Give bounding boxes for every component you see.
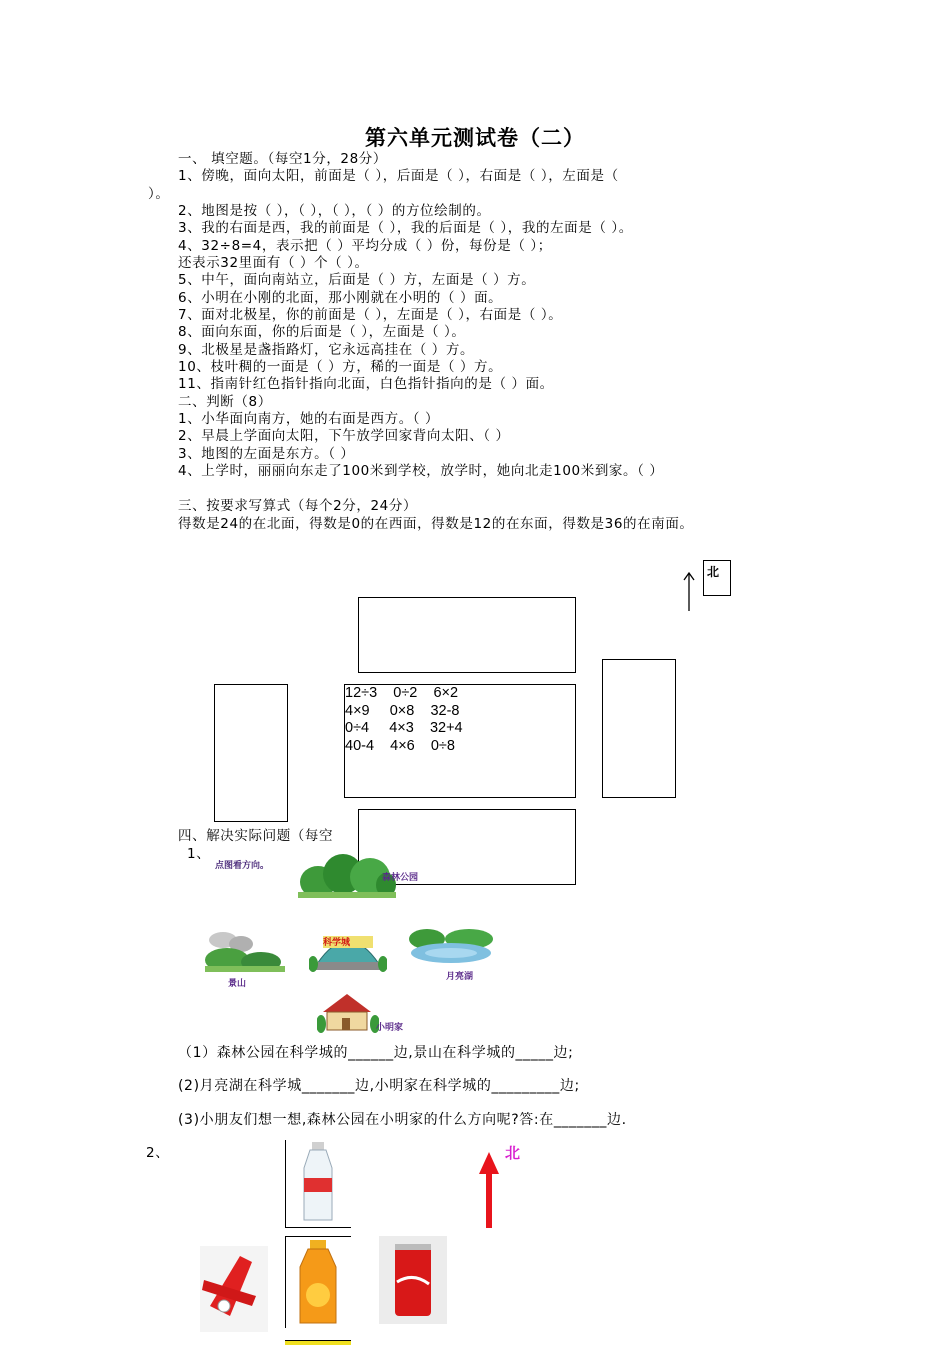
water-bottle-image [286, 1140, 350, 1226]
expr-row-1: 12÷3 0÷2 6×2 [345, 685, 459, 701]
s2-line-4: 4、上学时，丽丽向东走了100米到学校，放学时，她向北走100米到家。（ ） [178, 463, 664, 479]
section1-heading: 一、 填空题。（每空1分，28分） [178, 151, 388, 167]
s1-line-6: 6、小明在小刚的北面，那小刚就在小明的（ ）面。 [178, 290, 503, 306]
east-answer-box[interactable] [602, 659, 676, 798]
section2-heading: 二、判断（8） [178, 394, 272, 410]
s1-line-3: 3、我的右面是西，我的前面是（ ），我的后面是（ ），我的左面是（ ）。 [178, 220, 633, 236]
water-bottle-frame [285, 1140, 351, 1228]
section4-heading: 四、解决实际问题（每空 [178, 828, 334, 844]
moon-lake-label: 月亮湖 [446, 972, 474, 982]
north-answer-box[interactable] [358, 597, 576, 673]
moon-lake-image [407, 925, 495, 965]
s2-line-2: 2、早晨上学面向太阳，下午放学回家背向太阳、（ ） [178, 428, 510, 444]
s2-line-1: 1、小华面向南方，她的右面是西方。（ ） [178, 411, 440, 427]
page-title: 第六单元测试卷（二） [365, 125, 585, 150]
north-label-box: 北 [703, 560, 731, 596]
jing-shan-image [205, 928, 285, 972]
s1-line-1b: ）。 [148, 186, 170, 202]
science-city-label: 科学城 [323, 938, 351, 948]
s1-line-8: 8、面向东面，你的后面是（ ），左面是（ ）。 [178, 324, 466, 340]
west-answer-box[interactable] [214, 684, 288, 822]
map-caption: 点图看方向。 [215, 861, 270, 871]
question-2: (2)月亮湖在科学城_______边,小明家在科学城的_________边; [178, 1078, 580, 1094]
section3-instruction: 得数是24的在北面，得数是0的在西面，得数是12的在东面，得数是36的在南面。 [178, 516, 694, 532]
xiaoming-home-label: 小明家 [376, 1023, 404, 1033]
question-3: (3)小朋友们想一想,森林公园在小明家的什么方向呢?答:在_______边. [178, 1112, 627, 1128]
s1-line-10: 10、枝叶稠的一面是（ ）方，稀的一面是（ ）方。 [178, 359, 503, 375]
expr-row-2: 4×9 0×8 32-8 [345, 702, 460, 719]
s1-line-9: 9、北极星是盏指路灯，它永远高挂在（ ）方。 [178, 342, 475, 358]
north-arrow-icon [682, 570, 696, 612]
xiaoming-home-image [317, 992, 379, 1034]
s2-line-3: 3、地图的左面是东方。（ ） [178, 446, 355, 462]
expr-row-4: 40-4 4×6 0÷8 [345, 737, 455, 754]
problem2-number: 2、 [146, 1145, 170, 1161]
juice-bottle-image [286, 1237, 350, 1327]
red-north-arrow-icon [478, 1150, 500, 1230]
red-north-label: 北 [505, 1144, 521, 1162]
expr-row-3: 0÷4 4×3 32+4 [345, 720, 463, 736]
partial-item-image [285, 1340, 351, 1345]
expression-list [345, 685, 463, 755]
s1-line-1: 1、傍晚，面向太阳，前面是（ ），后面是（ ），右面是（ ），左面是（ [178, 168, 619, 184]
s1-line-4: 4、32÷8=4，表示把（ ）平均分成（ ）份，每份是（ ）； [178, 238, 552, 254]
cola-can-image [379, 1236, 447, 1324]
question-1: （1）森林公园在科学城的______边,景山在科学城的_____边; [178, 1045, 574, 1061]
s1-line-2: 2、地图是按（ ），（ ），（ ），（ ）的方位绘制的。 [178, 203, 491, 219]
s1-line-5: 5、中午，面向南站立，后面是（ ）方，左面是（ ）方。 [178, 272, 536, 288]
section3-heading: 三、按要求写算式（每个2分，24分） [178, 498, 418, 514]
s1-line-11: 11、指南针红色指针指向北面，白色指针指向的是（ ）面。 [178, 376, 554, 392]
problem1-number: 1、 [187, 846, 211, 862]
jing-shan-label: 景山 [228, 979, 247, 989]
toy-airplane-image [200, 1246, 268, 1332]
forest-park-label: 森林公园 [382, 873, 419, 883]
juice-bottle-frame [285, 1236, 351, 1328]
s1-line-7: 7、面对北极星，你的前面是（ ），左面是（ ），右面是（ ）。 [178, 307, 563, 323]
s1-line-4b: 还表示32里面有（ ）个（ ）。 [178, 255, 369, 271]
